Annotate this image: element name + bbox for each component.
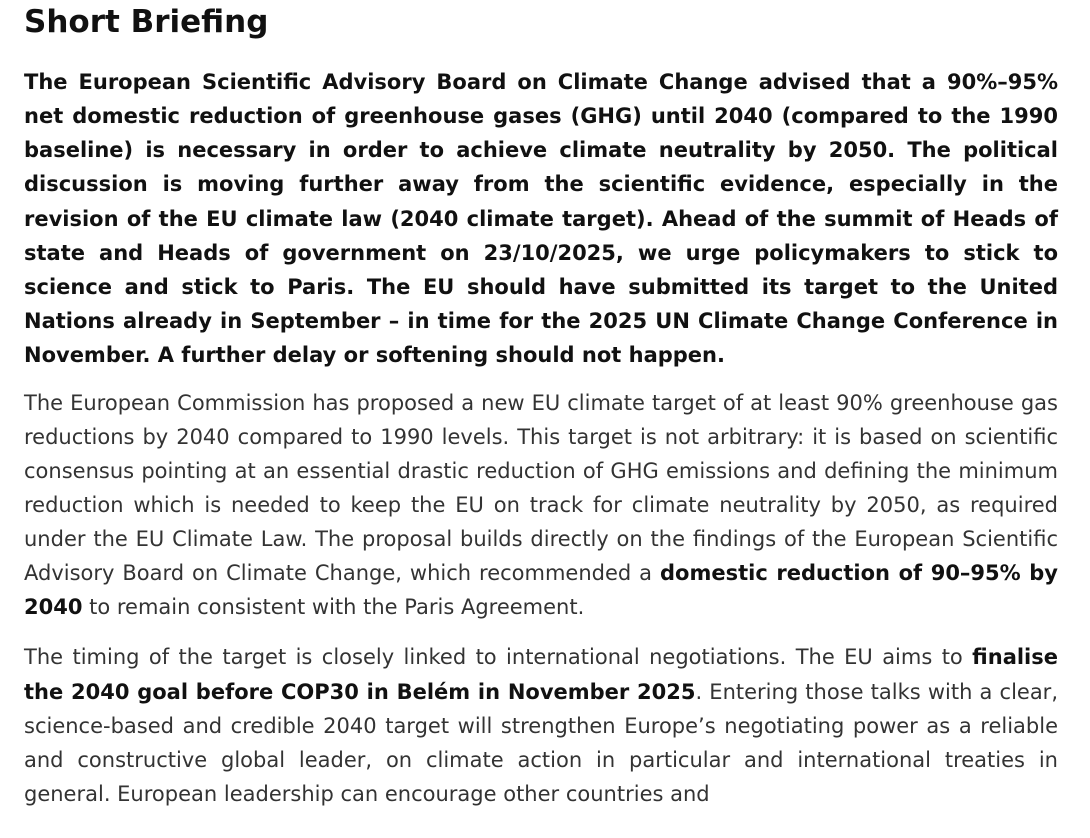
paragraph-text: The European Commission has proposed a new EU climate target of at least 90% greenhouse gas reductions by 2040 compared to 1990 levels. This target is not arbitrary: it is based on scientific consensus pointing at an essential drastic reduction of GHG emissions and defining the minimum reduction which is needed to keep the EU on track for climate neutrality by 2050, as required under the EU Climate Law. The proposal builds directly on the findings of the European Scientific Advisory Board on Climate Change, which recommended a <box>24 390 1058 586</box>
timing-paragraph <box>24 640 1058 810</box>
paragraph-text: . Entering those talks with a clear, science-based and credible 2040 target will strengthen Europe’s negotiating power as a reliable and constructive global leader, on climate action in particular and international treaties in general. European leadership can encourage other countries and <box>24 679 1058 806</box>
document-page <box>24 0 1058 811</box>
paragraph-text: The timing of the target is closely linked to international negotiations. The EU aims to <box>24 645 973 670</box>
commission-proposal-paragraph <box>24 386 1058 625</box>
paragraph-emphasis: domestic reduction of 90–95% by 2040 <box>24 561 1058 620</box>
page-title: Short Briefing <box>24 4 269 40</box>
paragraph-emphasis: finalise the 2040 goal before COP30 in Belém in November 2025 <box>24 645 1058 704</box>
paragraph-text: to remain consistent with the Paris Agreement. <box>82 595 585 620</box>
lead-summary-paragraph: The European Scientific Advisory Board on Climate Change advised that a 90%–95% net domestic reduction of greenhouse gases (GHG) until 2040 (compared to the 1990 baseline) is necessary in order to achieve climate neutrality by 2050. The political discussion is moving further away from the scientific evidence, especially in the revision of the EU climate law (2040 climate target). Ahead of the summit of Heads of state and Heads of government on 23/10/2025, we urge policymakers to stick to science and stick to Paris. The EU should have submitted its target to the United Nations already in September – in time for the 2025 UN Climate Change Conference in November. A further delay or softening should not happen. <box>24 70 1058 367</box>
